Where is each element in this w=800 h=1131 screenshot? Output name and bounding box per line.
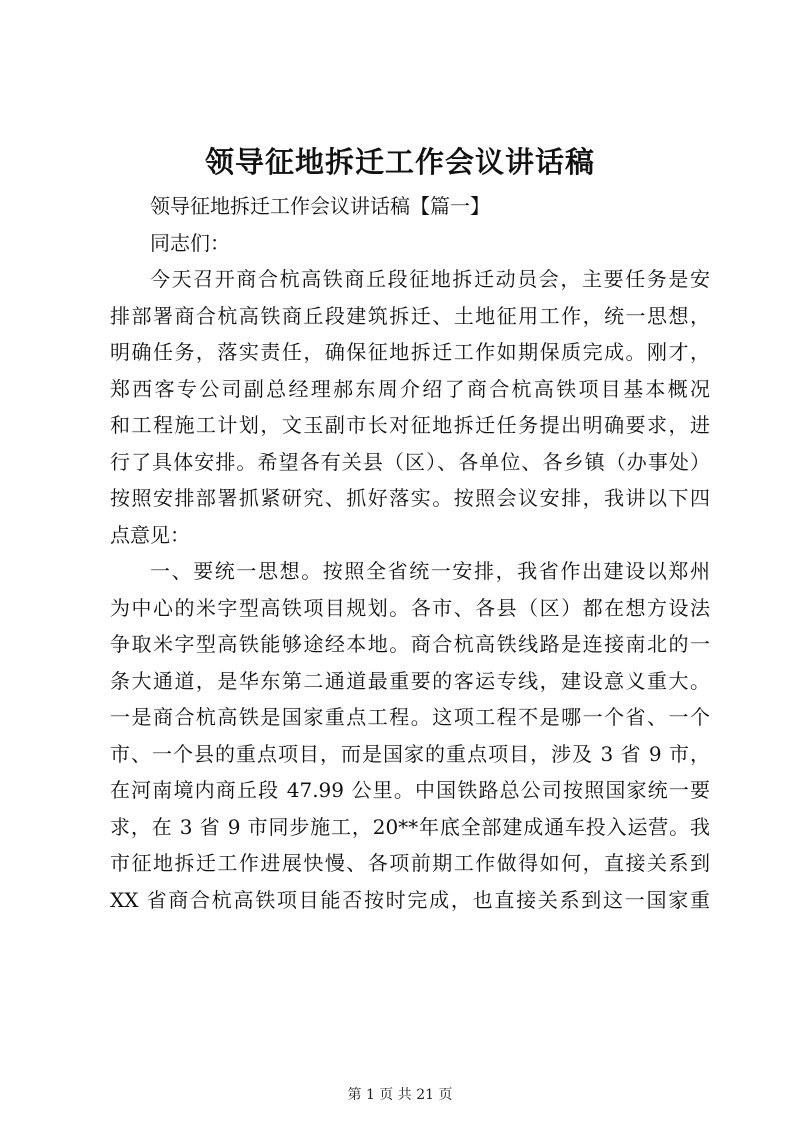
body-line: 求，在 3 省 9 市同步施工，20**年底全部建成通车投入运营。我 (110, 814, 710, 839)
body-line: 明确任务，落实责任，确保征地拆迁工作如期保质完成。刚才， (110, 340, 710, 364)
body-line: 行了具体安排。希望各有关县（区）、各单位、各乡镇（办事处） (110, 449, 710, 474)
body-line: 领导征地拆迁工作会议讲话稿【篇一】 (150, 194, 490, 218)
document-title: 领导征地拆迁工作会议讲话稿 (204, 145, 595, 179)
body-line: 条大通道，是华东第二通道最重要的客运专线，建设意义重大。 (110, 668, 710, 693)
body-line: 同志们： (150, 230, 230, 255)
body-line: XX 省商合杭高铁项目能否按时完成，也直接关系到这一国家重 (110, 887, 710, 912)
body-line: 在河南境内商丘段 47.99 公里。中国铁路总公司按照国家统一要 (110, 778, 710, 802)
page-footer: 第 1 页 共 21 页 (347, 1087, 453, 1103)
body-line: 为中心的米字型高铁项目规划。各市、各县（区）都在想方设法 (110, 595, 710, 620)
body-line: 按照安排部署抓紧研究、抓好落实。按照会议安排，我讲以下四 (110, 486, 710, 510)
body-line: 排部署商合杭高铁商丘段建筑拆迁、土地征用工作，统一思想， (110, 303, 710, 328)
body-line: 今天召开商合杭高铁商丘段征地拆迁动员会，主要任务是安 (150, 267, 710, 291)
body-line: 市、一个县的重点项目，而是国家的重点项目，涉及 3 省 9 市， (110, 741, 710, 766)
body-line: 市征地拆迁工作进展快慢、各项前期工作做得如何，直接关系到 (110, 851, 710, 875)
document-body (110, 188, 710, 918)
body-line: 和工程施工计划，文玉副市长对征地拆迁任务提出明确要求，进 (110, 413, 710, 437)
body-line: 一、要统一思想。按照全省统一安排，我省作出建设以郑州 (150, 559, 710, 583)
body-line: 郑西客专公司副总经理郝东周介绍了商合杭高铁项目基本概况 (110, 376, 710, 401)
body-line: 争取米字型高铁能够途经本地。商合杭高铁线路是连接南北的一 (110, 632, 710, 656)
body-line: 一是商合杭高铁是国家重点工程。这项工程不是哪一个省、一个 (110, 705, 710, 729)
body-line: 点意见： (110, 522, 190, 547)
